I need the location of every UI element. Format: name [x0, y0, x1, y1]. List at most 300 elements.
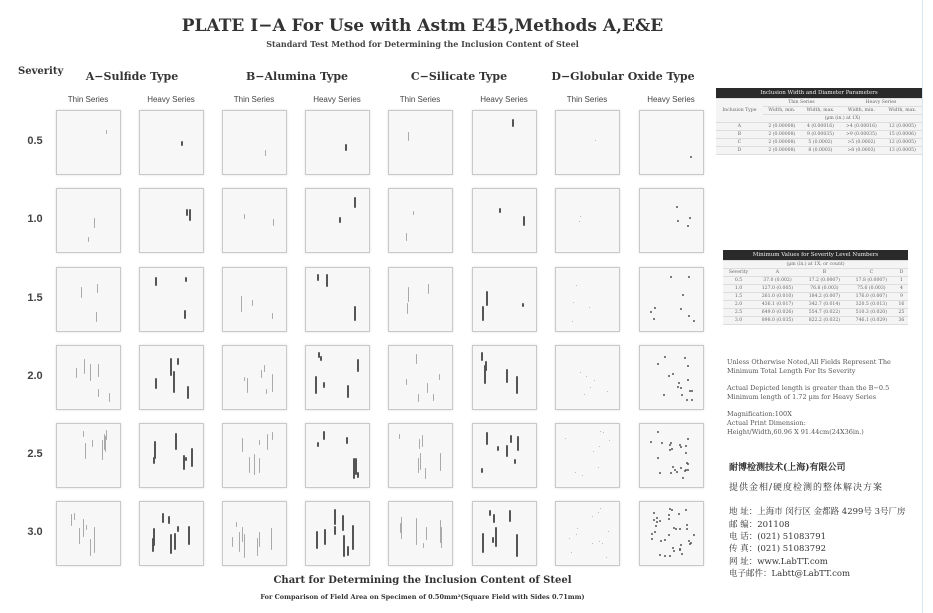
oxide-particle: [576, 534, 577, 535]
inclusion-mark: [428, 284, 429, 294]
inclusion-mark: [425, 468, 426, 479]
inclusion-mark: [267, 434, 268, 450]
inclusion-mark: [259, 440, 260, 445]
oxide-particle: [657, 457, 659, 459]
column-header: Width, max.: [883, 107, 922, 115]
inclusion-mark: [316, 531, 318, 549]
inclusion-mark: [401, 517, 402, 539]
oxide-particle: [584, 394, 585, 395]
inclusion-mark: [433, 394, 434, 401]
comparison-field: [139, 501, 204, 566]
oxide-particle: [592, 543, 593, 544]
comparison-field: [472, 501, 537, 566]
oxide-particle: [654, 531, 656, 533]
inclusion-mark: [85, 443, 86, 459]
oxide-particle: [650, 441, 652, 443]
comparison-field: [56, 188, 121, 253]
table-row: [723, 293, 908, 301]
oxide-particle: [669, 508, 671, 510]
oxide-particle: [684, 470, 686, 472]
comparison-field: [139, 423, 204, 488]
comparison-field: [222, 423, 287, 488]
inclusion-mark: [94, 218, 95, 228]
severity-label: Severity: [18, 66, 64, 77]
oxide-particle: [682, 477, 684, 479]
table-cell: 342.7 (0.014): [801, 301, 848, 309]
inclusion-mark: [407, 303, 408, 314]
oxide-particle: [580, 216, 581, 217]
table-cell: 4 (0.00016): [801, 123, 840, 131]
inclusion-mark: [97, 284, 98, 293]
oxide-particle: [668, 514, 670, 516]
inclusion-mark: [71, 514, 72, 526]
oxide-particle: [659, 554, 661, 556]
oxide-particle: [682, 294, 684, 296]
table-cell: 36: [895, 317, 908, 325]
comparison-field: [388, 423, 453, 488]
inclusion-mark: [347, 385, 349, 398]
comparison-field: [139, 345, 204, 410]
inclusion-mark: [317, 442, 319, 447]
table-row: [716, 123, 922, 131]
inclusion-mark: [485, 361, 487, 371]
table-cell: 320.5 (0.013): [848, 301, 895, 309]
inclusion-mark: [506, 369, 508, 383]
oxide-particle: [573, 302, 574, 303]
inclusion-mark: [74, 513, 75, 520]
oxide-particle: [685, 509, 687, 511]
oxide-particle: [688, 315, 690, 317]
oxide-particle: [661, 442, 663, 444]
table-cell: B: [716, 131, 763, 139]
comparison-field: [222, 267, 287, 332]
table-cell: 75.6 (0.003): [848, 285, 895, 293]
oxide-particle: [664, 555, 666, 557]
oxide-particle: [602, 543, 603, 544]
units: (µm (in.) at 1X, or count): [723, 261, 908, 269]
oxide-particle: [691, 399, 693, 401]
inclusion-mark: [510, 435, 512, 443]
oxide-particle: [689, 217, 691, 219]
inclusion-mark: [79, 528, 80, 544]
inclusion-mark: [254, 454, 255, 475]
inclusion-mark: [244, 377, 245, 381]
inclusion-mark: [191, 448, 193, 465]
inclusion-mark: [516, 534, 518, 557]
inclusion-mark: [83, 519, 84, 537]
inclusion-mark: [406, 233, 407, 241]
oxide-particle: [599, 541, 600, 542]
oxide-particle: [678, 382, 680, 384]
inclusion-mark: [259, 532, 260, 547]
comparison-field: [56, 501, 121, 566]
oxide-particle: [676, 471, 678, 473]
thin-series-label: Thin Series: [67, 95, 109, 104]
inclusion-mark: [517, 436, 519, 451]
inclusion-mark: [244, 214, 245, 219]
oxide-particle: [686, 524, 688, 526]
inclusion-mark: [427, 383, 428, 393]
inclusion-mark: [86, 525, 87, 530]
oxide-particle: [687, 365, 689, 367]
oxide-particle: [675, 528, 677, 530]
inclusion-mark: [185, 457, 187, 461]
table-cell: 1.0: [723, 285, 754, 293]
comparison-field: [222, 188, 287, 253]
oxide-particle: [685, 445, 687, 447]
oxide-particle: [655, 525, 657, 527]
comparison-field: [639, 423, 704, 488]
inclusion-mark: [353, 458, 355, 479]
table-cell: 17.2 (0.0007): [801, 277, 848, 285]
table-cell: 8 (0.0003): [801, 147, 840, 155]
plate-title: PLATE I−A For Use with Astm E45,Methods A,E&E: [181, 16, 664, 36]
inclusion-mark: [343, 535, 345, 557]
inclusion-mark: [90, 539, 91, 556]
inclusion-mark: [420, 453, 421, 470]
inclusion-mark: [90, 364, 91, 381]
oxide-particle: [656, 521, 658, 523]
type-c-header: C−Silicate Type: [410, 70, 508, 83]
inclusion-mark: [94, 542, 95, 553]
oxide-particle: [654, 307, 656, 309]
inclusion-mark: [354, 306, 356, 321]
company-slogan: 提供金相/硬度检测的整体解决方案: [729, 483, 884, 493]
comparison-field: [222, 345, 287, 410]
table-row: [723, 301, 908, 309]
inclusion-mark: [174, 533, 176, 550]
inclusion-mark: [408, 287, 409, 302]
oxide-particle: [669, 444, 671, 446]
oxide-particle: [686, 462, 688, 464]
oxide-particle: [671, 509, 673, 511]
oxide-particle: [670, 276, 672, 278]
inclusion-mark: [522, 303, 524, 307]
oxide-particle: [668, 534, 670, 536]
table-cell: 3.0: [723, 317, 754, 325]
oxide-particle: [668, 518, 670, 520]
table-cell: 5 (0.0002): [801, 139, 840, 147]
severity-row-label: 2.0: [27, 370, 43, 382]
table-cell: D: [716, 147, 763, 155]
note-line: Magnification:100X: [727, 410, 792, 418]
comparison-field: [305, 501, 370, 566]
inclusion-mark: [441, 527, 442, 548]
inclusion-mark: [187, 386, 189, 399]
inclusion-mark: [272, 313, 273, 319]
oxide-particle: [657, 363, 659, 365]
oxide-particle: [672, 547, 674, 549]
inclusion-mark: [183, 455, 185, 470]
heavy-series-label: Heavy Series: [313, 95, 361, 104]
inclusion-mark: [345, 144, 347, 151]
table-row: [723, 309, 908, 317]
comparison-field: [56, 267, 121, 332]
table-cell: 9: [895, 293, 908, 301]
inclusion-mark: [422, 435, 423, 447]
contact-fax: 传 真：(021) 51083792: [729, 544, 827, 554]
column-header: Width, min.: [840, 107, 883, 115]
inclusion-mark: [440, 453, 441, 471]
inclusion-mark: [155, 277, 157, 286]
inclusion-mark: [406, 379, 407, 385]
table-cell: 1.5: [723, 293, 754, 301]
table-cell: C: [716, 139, 763, 147]
oxide-particle: [606, 557, 607, 558]
type-a-header: A−Sulfide Type: [85, 70, 179, 83]
oxide-particle: [663, 394, 665, 396]
type-header: Inclusion Type: [716, 99, 763, 123]
inclusion-mark: [357, 472, 359, 478]
oxide-particle: [688, 276, 690, 278]
table-cell: 2 (0.00008): [763, 139, 801, 147]
comparison-field: [388, 110, 453, 175]
oxide-particle: [693, 534, 695, 536]
oxide-particle: [670, 472, 672, 474]
inclusion-mark: [175, 433, 177, 450]
inclusion-mark: [482, 306, 484, 321]
inclusion-mark: [506, 445, 508, 457]
oxide-particle: [687, 379, 689, 381]
inclusion-mark: [317, 274, 319, 281]
inclusion-mark: [189, 209, 191, 221]
inclusion-mark: [257, 538, 258, 556]
oxide-particle: [689, 390, 691, 392]
oxide-particle: [681, 553, 683, 555]
oxide-particle: [600, 508, 601, 509]
table-cell: 176.0 (0.007): [848, 293, 895, 301]
comparison-field: [639, 188, 704, 253]
inclusion-mark: [247, 378, 248, 393]
oxide-particle: [673, 550, 675, 552]
inclusion-mark: [426, 527, 427, 540]
inclusion-mark: [512, 119, 514, 127]
inclusion-mark: [186, 209, 188, 216]
oxide-particle: [690, 156, 692, 158]
comparison-field: [305, 345, 370, 410]
oxide-particle: [594, 380, 595, 381]
comparison-field: [555, 345, 620, 410]
oxide-particle: [687, 469, 689, 471]
inclusion-mark: [272, 432, 273, 440]
comparison-field: [222, 501, 287, 566]
contact-email[interactable]: 电子邮件：Labtt@LabTT.com: [729, 569, 851, 579]
table-row: [716, 147, 922, 155]
inclusion-mark: [272, 374, 273, 392]
table-cell: 261.0 (0.010): [754, 293, 801, 301]
oxide-particle: [599, 446, 600, 447]
inclusion-mark: [418, 394, 419, 402]
comparison-field: [388, 345, 453, 410]
comparison-field: [639, 501, 704, 566]
note-line: Height/Width,60.96 X 91.44cm(24X36in.): [727, 428, 864, 436]
inclusion-mark: [88, 237, 89, 242]
table-cell: 15 (0.0006): [883, 131, 922, 139]
oxide-particle: [565, 438, 566, 439]
inclusion-mark: [98, 389, 99, 397]
comparison-field: [388, 188, 453, 253]
inclusion-mark: [523, 216, 525, 226]
inclusion-mark: [413, 211, 414, 215]
comparison-field: [472, 345, 537, 410]
contact-address: 地 址：上海市 闵行区 金都路 4299号 3号厂房: [729, 507, 906, 517]
inclusion-mark: [439, 374, 440, 380]
inclusion-mark: [154, 441, 156, 459]
inclusion-mark: [249, 457, 250, 473]
table-cell: 1: [895, 277, 908, 285]
contact-phone: 电 话：(021) 51083791: [729, 532, 827, 542]
comparison-field: [139, 188, 204, 253]
oxide-particle: [684, 357, 686, 359]
table-cell: 436.1 (0.017): [754, 301, 801, 309]
table-row: [716, 131, 922, 139]
min-values-table: [723, 250, 908, 325]
inclusion-mark: [102, 440, 103, 460]
inclusion-mark: [232, 537, 233, 547]
oxide-particle: [685, 452, 687, 454]
comparison-field: [388, 267, 453, 332]
inclusion-mark: [98, 364, 99, 377]
table-cell: 12 (0.0005): [883, 123, 922, 131]
contact-postcode: 邮 编：201108: [729, 520, 790, 530]
comparison-field: [472, 267, 537, 332]
table-row: [723, 285, 908, 293]
table-cell: >4 (0.00016): [840, 123, 883, 131]
comparison-field: [472, 110, 537, 175]
table-cell: 127.0 (0.005): [754, 285, 801, 293]
table-cell: 898.0 (0.035): [754, 317, 801, 325]
note-line: Unless Otherwise Noted,All Fields Represent The: [727, 358, 891, 366]
oxide-particle: [680, 467, 682, 469]
width-parameters-table: [716, 88, 922, 155]
inclusion-mark: [105, 436, 106, 452]
contact-website[interactable]: 网 址：www.LabTT.com: [729, 557, 828, 567]
comparison-field: [639, 345, 704, 410]
comparison-field: [56, 423, 121, 488]
comparison-field: [555, 267, 620, 332]
severity-row-label: 2.5: [27, 448, 43, 460]
oxide-particle: [671, 448, 673, 450]
inclusion-mark: [492, 537, 494, 543]
oxide-particle: [686, 399, 688, 401]
inclusion-mark: [482, 533, 484, 553]
oxide-particle: [572, 321, 573, 322]
comparison-field: [555, 423, 620, 488]
oxide-particle: [659, 520, 661, 522]
comparison-field: [472, 188, 537, 253]
inclusion-mark: [271, 528, 272, 550]
chart-subcaption: For Comparison of Field Area on Specimen of 0.50mm²(Square Field with Sides 0.71mm): [260, 593, 585, 601]
inclusion-mark: [489, 510, 491, 516]
comparison-field: [639, 110, 704, 175]
inclusion-mark: [423, 543, 424, 548]
oxide-particle: [693, 320, 695, 322]
inclusion-mark: [252, 300, 253, 306]
oxide-particle: [603, 432, 604, 433]
oxide-particle: [680, 387, 682, 389]
oxide-particle: [680, 446, 682, 448]
table-cell: 746.1 (0.029): [848, 317, 895, 325]
oxide-particle: [656, 517, 658, 519]
inclusion-mark: [173, 382, 175, 393]
table-cell: 510.3 (0.020): [848, 309, 895, 317]
oxide-particle: [579, 221, 580, 222]
column-header: D: [895, 269, 908, 277]
inclusion-mark: [481, 468, 483, 473]
note-line: Actual Depicted length is greater than the B−0.5: [727, 384, 890, 392]
oxide-particle: [680, 544, 682, 546]
note-line: Minimum length of 1.72 µm for Heavy Series: [727, 393, 877, 401]
oxide-particle: [664, 356, 666, 358]
table-cell: 76.8 (0.003): [801, 285, 848, 293]
severity-row-label: 3.0: [27, 526, 43, 538]
inclusion-mark: [399, 434, 400, 439]
inclusion-mark: [493, 514, 495, 523]
chart-caption: Chart for Determining the Inclusion Content of Steel: [273, 575, 572, 586]
inclusion-mark: [323, 431, 325, 440]
company-name: 耐博检测技术(上海)有限公司: [729, 463, 846, 473]
inclusion-mark: [153, 528, 155, 546]
table-cell: 2 (0.00008): [763, 147, 801, 155]
table-cell: >5 (0.0002): [840, 139, 883, 147]
comparison-field: [56, 345, 121, 410]
inclusion-mark: [320, 356, 322, 361]
inclusion-mark: [315, 376, 317, 394]
heavy-series-label: Heavy Series: [480, 95, 528, 104]
severity-row-label: 1.0: [27, 213, 43, 225]
inclusion-mark: [242, 527, 243, 542]
table-cell: 2 (0.00008): [763, 131, 801, 139]
oxide-particle: [659, 472, 661, 474]
oxide-particle: [687, 438, 689, 440]
comparison-field: [305, 267, 370, 332]
oxide-particle: [582, 475, 583, 476]
table-cell: 2.5: [723, 309, 754, 317]
oxide-particle: [681, 394, 683, 396]
inclusion-mark: [486, 291, 488, 306]
oxide-particle: [680, 308, 682, 310]
severity-row-label: 1.5: [27, 292, 43, 304]
note-line: Actual Print Dimension:: [727, 419, 806, 427]
inclusion-mark: [181, 141, 183, 146]
inclusion-mark: [177, 526, 179, 532]
table-cell: 13 (0.0005): [883, 147, 922, 155]
inclusion-mark: [177, 358, 179, 365]
oxide-particle: [598, 467, 599, 468]
group-header: Thin Series: [763, 99, 840, 107]
inclusion-mark: [265, 150, 266, 156]
oxide-particle: [586, 376, 587, 377]
inclusion-mark: [495, 527, 497, 547]
comparison-field: [388, 501, 453, 566]
inclusion-mark: [418, 458, 419, 473]
inclusion-mark: [242, 438, 243, 452]
table-cell: 25: [895, 309, 908, 317]
inclusion-mark: [342, 515, 344, 531]
oxide-particle: [687, 225, 689, 227]
oxide-particle: [670, 442, 672, 444]
inclusion-mark: [155, 378, 157, 389]
comparison-field: [305, 188, 370, 253]
inclusion-mark: [346, 437, 348, 444]
inclusion-mark: [408, 132, 409, 141]
inclusion-mark: [84, 359, 85, 374]
inclusion-mark: [264, 365, 265, 372]
thin-series-label: Thin Series: [399, 95, 441, 104]
inclusion-mark: [239, 532, 240, 552]
column-header: A: [754, 269, 801, 277]
column-header: Width, max.: [801, 107, 840, 115]
